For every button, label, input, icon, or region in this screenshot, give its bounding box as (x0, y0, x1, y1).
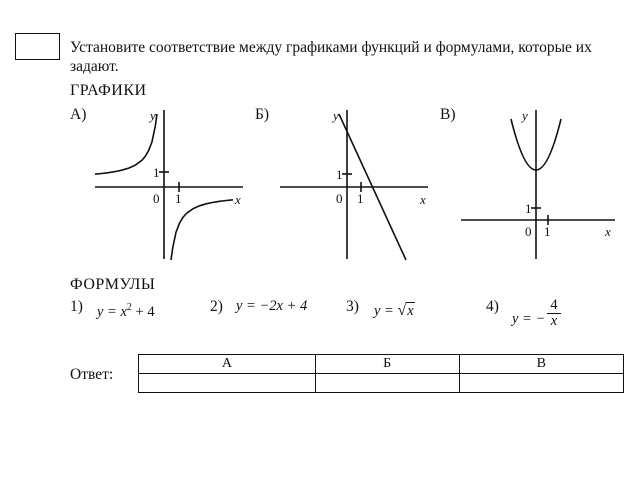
formula-4-numerator: 4 (550, 297, 558, 313)
graph-a-x-label: x (235, 192, 241, 207)
formula-3-number: 3) (346, 298, 359, 315)
formula-4-denominator: x (547, 313, 561, 329)
formula-4-lhs: y = − (512, 311, 546, 327)
answer-col-c: В (459, 355, 623, 374)
formula-1-rhs: + 4 (131, 303, 155, 320)
graph-a-curve-left (95, 114, 157, 174)
answer-cell-c[interactable] (459, 374, 623, 393)
answer-table (138, 354, 624, 393)
graph-c-one-y: 1 (525, 201, 532, 216)
graph-b-one-x: 1 (357, 191, 364, 206)
graph-c-zero: 0 (525, 224, 532, 239)
answer-cell-b[interactable] (315, 374, 459, 393)
graph-c-label: В) (440, 106, 456, 123)
graph-a-label: А) (70, 106, 87, 123)
graph-b-one-y: 1 (336, 167, 343, 182)
graph-c-y-label: y (522, 108, 528, 123)
graphs-heading: ГРАФИКИ (70, 82, 147, 99)
formula-2-number: 2) (210, 298, 223, 315)
answer-label: Ответ: (70, 366, 114, 383)
graph-c (455, 104, 625, 264)
graph-a-y-label: y (150, 108, 156, 123)
graph-b-y-label: y (333, 108, 339, 123)
graph-b (270, 104, 440, 264)
answer-col-a: А (139, 355, 316, 374)
formula-2: y = −2x + 4 (236, 298, 308, 314)
answer-input-row (139, 374, 624, 393)
formula-3-lhs: y = (374, 303, 398, 319)
sqrt-icon: √ (397, 302, 407, 319)
graph-a-zero: 0 (153, 191, 160, 206)
formula-4-fraction (547, 298, 561, 329)
graph-b-zero: 0 (336, 191, 343, 206)
graph-c-x-label: x (605, 224, 611, 239)
answer-header-row (139, 355, 624, 374)
graph-b-label: Б) (255, 106, 270, 123)
formula-1-exponent: 2 (126, 302, 132, 313)
formula-3-radicand: x (407, 303, 414, 319)
graph-c-one-x: 1 (544, 224, 551, 239)
graph-a-curve-right (171, 200, 233, 260)
graph-a-one-x: 1 (175, 191, 182, 206)
task-text: Установите соответствие между графиками функций и формулами, которые их задают. (70, 39, 592, 75)
formula-4-number: 4) (486, 298, 499, 315)
graph-a-one-y: 1 (153, 165, 160, 180)
formula-1-number: 1) (70, 298, 83, 315)
answer-col-b: Б (315, 355, 459, 374)
answer-cell-a[interactable] (139, 374, 316, 393)
formula-1 (97, 302, 155, 321)
formula-3 (374, 302, 415, 320)
formulas-heading: ФОРМУЛЫ (70, 276, 156, 293)
formula-1-lhs: y = x (97, 303, 127, 320)
answer-code-box (15, 33, 60, 60)
graph-a (85, 104, 255, 264)
graph-b-x-label: x (420, 192, 426, 207)
